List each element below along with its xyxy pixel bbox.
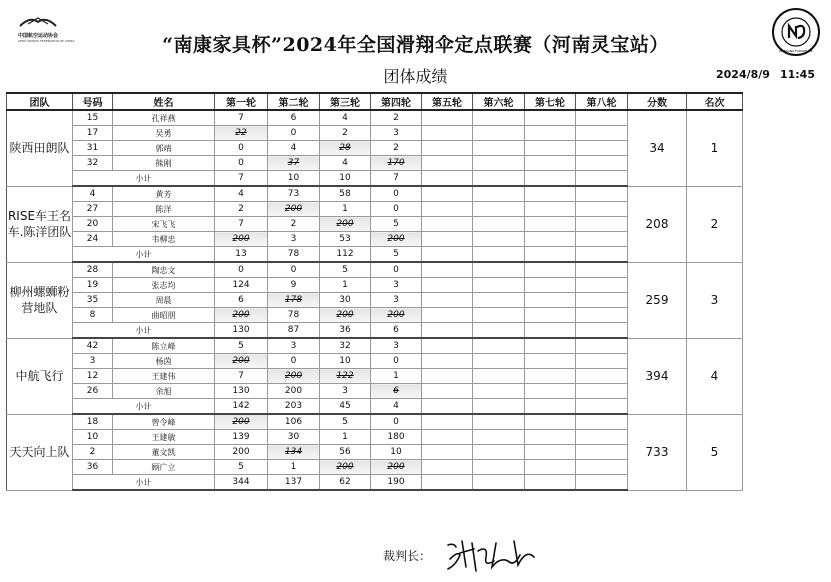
round-score-empty [422, 110, 473, 126]
round-score: 0 [215, 156, 268, 171]
round-score-empty [525, 430, 576, 445]
subtotal-value: 87 [268, 323, 320, 339]
round-score: 200 [371, 308, 422, 323]
pilot-number: 28 [73, 262, 113, 278]
pilot-name: 顾广立 [113, 460, 215, 475]
round-score-empty [576, 156, 628, 171]
round-score: 139 [215, 430, 268, 445]
round-score: 53 [320, 232, 371, 247]
round-score: 7 [215, 369, 268, 384]
team-name: 中航飞行 [7, 338, 73, 414]
column-header: 第一轮 [215, 93, 268, 110]
subtotal-value: 7 [371, 171, 422, 187]
round-score-empty [525, 141, 576, 156]
subtotal-label: 小计 [73, 475, 215, 491]
column-header: 第六轮 [473, 93, 525, 110]
subtotal-value: 142 [215, 399, 268, 415]
round-score: 30 [268, 430, 320, 445]
round-score: 37 [268, 156, 320, 171]
round-score: 5 [215, 338, 268, 354]
pilot-name: 王建敏 [113, 430, 215, 445]
subtotal-empty [525, 475, 576, 491]
pilot-name: 余旭 [113, 384, 215, 399]
round-score-empty [576, 278, 628, 293]
pilot-number: 17 [73, 126, 113, 141]
round-score-empty [422, 430, 473, 445]
pilot-number: 18 [73, 414, 113, 430]
round-score: 30 [320, 293, 371, 308]
round-score: 10 [371, 445, 422, 460]
table-row [7, 338, 743, 354]
round-score-empty [576, 262, 628, 278]
round-score: 0 [371, 262, 422, 278]
round-score-empty [473, 141, 525, 156]
round-score-empty [525, 232, 576, 247]
round-score-empty [525, 308, 576, 323]
round-score-empty [576, 414, 628, 430]
table-row [7, 186, 743, 202]
team-name: 天天向上队 [7, 414, 73, 490]
round-score-empty [576, 217, 628, 232]
pilot-name: 熊刚 [113, 156, 215, 171]
round-score-empty [576, 460, 628, 475]
round-score: 200 [215, 308, 268, 323]
table-header-row [7, 93, 743, 110]
round-score: 0 [371, 354, 422, 369]
column-header: 第五轮 [422, 93, 473, 110]
team-rank: 3 [687, 262, 743, 338]
subtotal-value: 190 [371, 475, 422, 491]
round-score-empty [422, 414, 473, 430]
team-score: 34 [628, 110, 687, 186]
subtotal-value: 45 [320, 399, 371, 415]
team-rank: 5 [687, 414, 743, 490]
round-score-empty [422, 460, 473, 475]
pilot-name: 王建伟 [113, 369, 215, 384]
round-score-empty [422, 384, 473, 399]
subtotal-empty [473, 171, 525, 187]
round-score-empty [422, 217, 473, 232]
round-score: 0 [215, 141, 268, 156]
round-score-empty [576, 384, 628, 399]
round-score: 9 [268, 278, 320, 293]
subtotal-empty [525, 399, 576, 415]
round-score: 134 [268, 445, 320, 460]
round-score-empty [473, 232, 525, 247]
seal-text: NANKANG FURNITURE [779, 49, 813, 53]
round-score: 130 [215, 384, 268, 399]
round-score: 73 [268, 186, 320, 202]
referee-label: 裁判长： [383, 549, 432, 563]
round-score-empty [576, 126, 628, 141]
subtotal-empty [525, 247, 576, 263]
table-row [7, 110, 743, 126]
pilot-name: 宋飞飞 [113, 217, 215, 232]
round-score: 0 [371, 414, 422, 430]
round-score: 5 [215, 460, 268, 475]
round-score: 6 [268, 110, 320, 126]
pilot-name: 孔祥燕 [113, 110, 215, 126]
round-score: 10 [320, 354, 371, 369]
round-score-empty [576, 110, 628, 126]
subtotal-label: 小计 [73, 323, 215, 339]
round-score: 6 [371, 384, 422, 399]
pilot-number: 15 [73, 110, 113, 126]
round-score: 1 [268, 460, 320, 475]
round-score-empty [576, 293, 628, 308]
round-score: 28 [320, 141, 371, 156]
round-score: 200 [215, 414, 268, 430]
subtotal-empty [422, 247, 473, 263]
column-header: 第三轮 [320, 93, 371, 110]
round-score-empty [473, 338, 525, 354]
round-score-empty [473, 156, 525, 171]
round-score: 6 [215, 293, 268, 308]
pilot-number: 27 [73, 202, 113, 217]
pilot-name: 董文凯 [113, 445, 215, 460]
team-results-table [6, 92, 743, 491]
round-score-empty [422, 308, 473, 323]
column-header: 姓名 [113, 93, 215, 110]
round-score-empty [422, 293, 473, 308]
pilot-name: 郭靖 [113, 141, 215, 156]
pilot-number: 36 [73, 460, 113, 475]
pilot-name: 曲昭朋 [113, 308, 215, 323]
subtotal-value: 137 [268, 475, 320, 491]
subtotal-label: 小计 [73, 247, 215, 263]
round-score: 32 [320, 338, 371, 354]
page-title: “南康家具杯”2024年全国滑翔伞定点联赛（河南灵宝站） [162, 34, 669, 56]
column-header: 第七轮 [525, 93, 576, 110]
subtotal-empty [576, 475, 628, 491]
column-header: 第二轮 [268, 93, 320, 110]
column-header: 第四轮 [371, 93, 422, 110]
subtotal-value: 344 [215, 475, 268, 491]
round-score: 3 [268, 232, 320, 247]
round-score-empty [473, 460, 525, 475]
round-score-empty [525, 293, 576, 308]
pilot-name: 陈洋 [113, 202, 215, 217]
team-rank: 4 [687, 338, 743, 414]
round-score-empty [525, 414, 576, 430]
round-score-empty [473, 110, 525, 126]
round-score: 178 [268, 293, 320, 308]
round-score-empty [576, 186, 628, 202]
subtotal-empty [525, 171, 576, 187]
pilot-number: 3 [73, 354, 113, 369]
round-score-empty [525, 110, 576, 126]
round-score: 5 [320, 262, 371, 278]
round-score-empty [473, 262, 525, 278]
round-score: 200 [268, 202, 320, 217]
report-time: 11:45 [779, 68, 815, 81]
column-header: 名次 [687, 93, 743, 110]
subtotal-value: 62 [320, 475, 371, 491]
page-subtitle: 团体成绩 [383, 67, 448, 86]
team-rank: 1 [687, 110, 743, 186]
round-score: 7 [215, 110, 268, 126]
pilot-number: 10 [73, 430, 113, 445]
round-score: 0 [215, 262, 268, 278]
round-score: 4 [268, 141, 320, 156]
round-score-empty [525, 186, 576, 202]
org-name-en: AERO SPORTS FEDERATION OF CHINA [18, 39, 75, 43]
pilot-number: 20 [73, 217, 113, 232]
round-score-empty [576, 338, 628, 354]
round-score: 1 [320, 278, 371, 293]
round-score-empty [576, 354, 628, 369]
subtotal-empty [576, 399, 628, 415]
pilot-name: 黄芳 [113, 186, 215, 202]
round-score-empty [422, 338, 473, 354]
round-score-empty [473, 445, 525, 460]
subtotal-value: 7 [215, 171, 268, 187]
round-score: 0 [268, 262, 320, 278]
round-score: 0 [371, 186, 422, 202]
round-score-empty [473, 202, 525, 217]
round-score: 0 [268, 354, 320, 369]
team-score: 208 [628, 186, 687, 262]
round-score: 5 [371, 217, 422, 232]
round-score: 106 [268, 414, 320, 430]
round-score-empty [422, 278, 473, 293]
subtotal-value: 4 [371, 399, 422, 415]
round-score-empty [525, 278, 576, 293]
round-score-empty [473, 414, 525, 430]
round-score-empty [525, 262, 576, 278]
subtotal-empty [422, 475, 473, 491]
table-row [7, 262, 743, 278]
subtotal-value: 5 [371, 247, 422, 263]
results-body [7, 110, 743, 490]
subtotal-empty [422, 171, 473, 187]
round-score-empty [525, 156, 576, 171]
round-score: 78 [268, 308, 320, 323]
round-score: 0 [268, 126, 320, 141]
round-score: 2 [371, 141, 422, 156]
round-score: 200 [371, 232, 422, 247]
round-score: 200 [371, 460, 422, 475]
round-score: 3 [320, 384, 371, 399]
round-score-empty [422, 156, 473, 171]
round-score-empty [422, 232, 473, 247]
round-score-empty [576, 430, 628, 445]
team-score: 733 [628, 414, 687, 490]
round-score-empty [473, 217, 525, 232]
subtotal-empty [473, 475, 525, 491]
subtotal-empty [422, 399, 473, 415]
round-score-empty [422, 186, 473, 202]
pilot-name: 周晨 [113, 293, 215, 308]
column-header: 团队 [7, 93, 73, 110]
round-score: 0 [371, 202, 422, 217]
subtotal-empty [576, 247, 628, 263]
round-score-empty [422, 126, 473, 141]
round-score-empty [525, 445, 576, 460]
round-score-empty [473, 126, 525, 141]
team-name: 陕西田朗队 [7, 110, 73, 186]
pilot-name: 陈立峰 [113, 338, 215, 354]
round-score: 200 [215, 232, 268, 247]
round-score-empty [525, 126, 576, 141]
round-score-empty [422, 141, 473, 156]
subtotal-label: 小计 [73, 399, 215, 415]
round-score-empty [473, 369, 525, 384]
subtotal-empty [576, 323, 628, 339]
pilot-number: 35 [73, 293, 113, 308]
subtotal-value: 78 [268, 247, 320, 263]
org-name: 中国航空运动协会 [18, 33, 59, 39]
round-score: 5 [320, 414, 371, 430]
column-header: 号码 [73, 93, 113, 110]
round-score: 3 [268, 338, 320, 354]
subtotal-empty [473, 323, 525, 339]
round-score: 2 [320, 126, 371, 141]
pilot-number: 4 [73, 186, 113, 202]
round-score: 200 [320, 460, 371, 475]
round-score: 1 [320, 202, 371, 217]
pilot-name: 吴勇 [113, 126, 215, 141]
team-score: 394 [628, 338, 687, 414]
report-datetime [716, 68, 825, 81]
round-score-empty [473, 384, 525, 399]
round-score-empty [422, 262, 473, 278]
round-score: 58 [320, 186, 371, 202]
round-score-empty [422, 369, 473, 384]
round-score: 3 [371, 126, 422, 141]
round-score: 200 [268, 369, 320, 384]
subtotal-empty [422, 323, 473, 339]
subtotal-value: 130 [215, 323, 268, 339]
round-score: 22 [215, 126, 268, 141]
column-header: 分数 [628, 93, 687, 110]
subtotal-value: 13 [215, 247, 268, 263]
round-score: 4 [320, 110, 371, 126]
pilot-number: 12 [73, 369, 113, 384]
pilot-number: 2 [73, 445, 113, 460]
round-score: 2 [371, 110, 422, 126]
round-score-empty [422, 202, 473, 217]
subtotal-empty [525, 323, 576, 339]
pilot-number: 26 [73, 384, 113, 399]
round-score: 3 [371, 338, 422, 354]
pilot-number: 42 [73, 338, 113, 354]
round-score: 4 [320, 156, 371, 171]
round-score: 3 [371, 293, 422, 308]
subtotal-value: 10 [268, 171, 320, 187]
round-score: 2 [268, 217, 320, 232]
round-score-empty [525, 217, 576, 232]
round-score-empty [473, 293, 525, 308]
round-score-empty [525, 369, 576, 384]
subtotal-value: 203 [268, 399, 320, 415]
team-rank: 2 [687, 186, 743, 262]
round-score-empty [576, 445, 628, 460]
pilot-name: 曾令峰 [113, 414, 215, 430]
round-score-empty [473, 354, 525, 369]
team-name: RISE车王名车.陈洋团队 [7, 186, 73, 262]
round-score-empty [576, 369, 628, 384]
subtotal-empty [576, 171, 628, 187]
pilot-name: 张志均 [113, 278, 215, 293]
pilot-name: 杨茵 [113, 354, 215, 369]
report-date: 2024/8/9 [716, 68, 770, 81]
team-name: 柳州螺蛳粉营地队 [7, 262, 73, 338]
round-score-empty [576, 232, 628, 247]
round-score-empty [525, 354, 576, 369]
round-score-empty [473, 430, 525, 445]
round-score: 200 [320, 308, 371, 323]
round-score: 122 [320, 369, 371, 384]
pilot-number: 24 [73, 232, 113, 247]
pilot-number: 8 [73, 308, 113, 323]
wing-logo-icon [18, 14, 58, 30]
round-score: 200 [215, 354, 268, 369]
team-score: 259 [628, 262, 687, 338]
round-score-empty [473, 308, 525, 323]
column-header: 第八轮 [576, 93, 628, 110]
round-score: 180 [371, 430, 422, 445]
referee-signature-icon [444, 537, 544, 573]
table-row [7, 414, 743, 430]
round-score-empty [422, 354, 473, 369]
round-score-empty [576, 202, 628, 217]
round-score: 170 [371, 156, 422, 171]
pilot-number: 32 [73, 156, 113, 171]
round-score: 4 [215, 186, 268, 202]
round-score-empty [576, 141, 628, 156]
round-score: 56 [320, 445, 371, 460]
round-score: 7 [215, 217, 268, 232]
round-score: 200 [268, 384, 320, 399]
round-score-empty [422, 445, 473, 460]
round-score-empty [525, 460, 576, 475]
round-score-empty [525, 202, 576, 217]
round-score: 1 [371, 369, 422, 384]
round-score-empty [473, 186, 525, 202]
subtotal-empty [473, 247, 525, 263]
round-score: 124 [215, 278, 268, 293]
pilot-name: 韦柳忠 [113, 232, 215, 247]
subtotal-value: 112 [320, 247, 371, 263]
round-score: 3 [371, 278, 422, 293]
subtotal-label: 小计 [73, 171, 215, 187]
pilot-number: 19 [73, 278, 113, 293]
round-score-empty [473, 278, 525, 293]
round-score: 200 [215, 445, 268, 460]
round-score-empty [525, 384, 576, 399]
round-score-empty [576, 308, 628, 323]
subtotal-value: 10 [320, 171, 371, 187]
pilot-name: 陶忠文 [113, 262, 215, 278]
pilot-number: 31 [73, 141, 113, 156]
subtotal-empty [473, 399, 525, 415]
round-score: 2 [215, 202, 268, 217]
round-score: 200 [320, 217, 371, 232]
round-score: 1 [320, 430, 371, 445]
round-score-empty [525, 338, 576, 354]
subtotal-value: 36 [320, 323, 371, 339]
subtotal-value: 6 [371, 323, 422, 339]
